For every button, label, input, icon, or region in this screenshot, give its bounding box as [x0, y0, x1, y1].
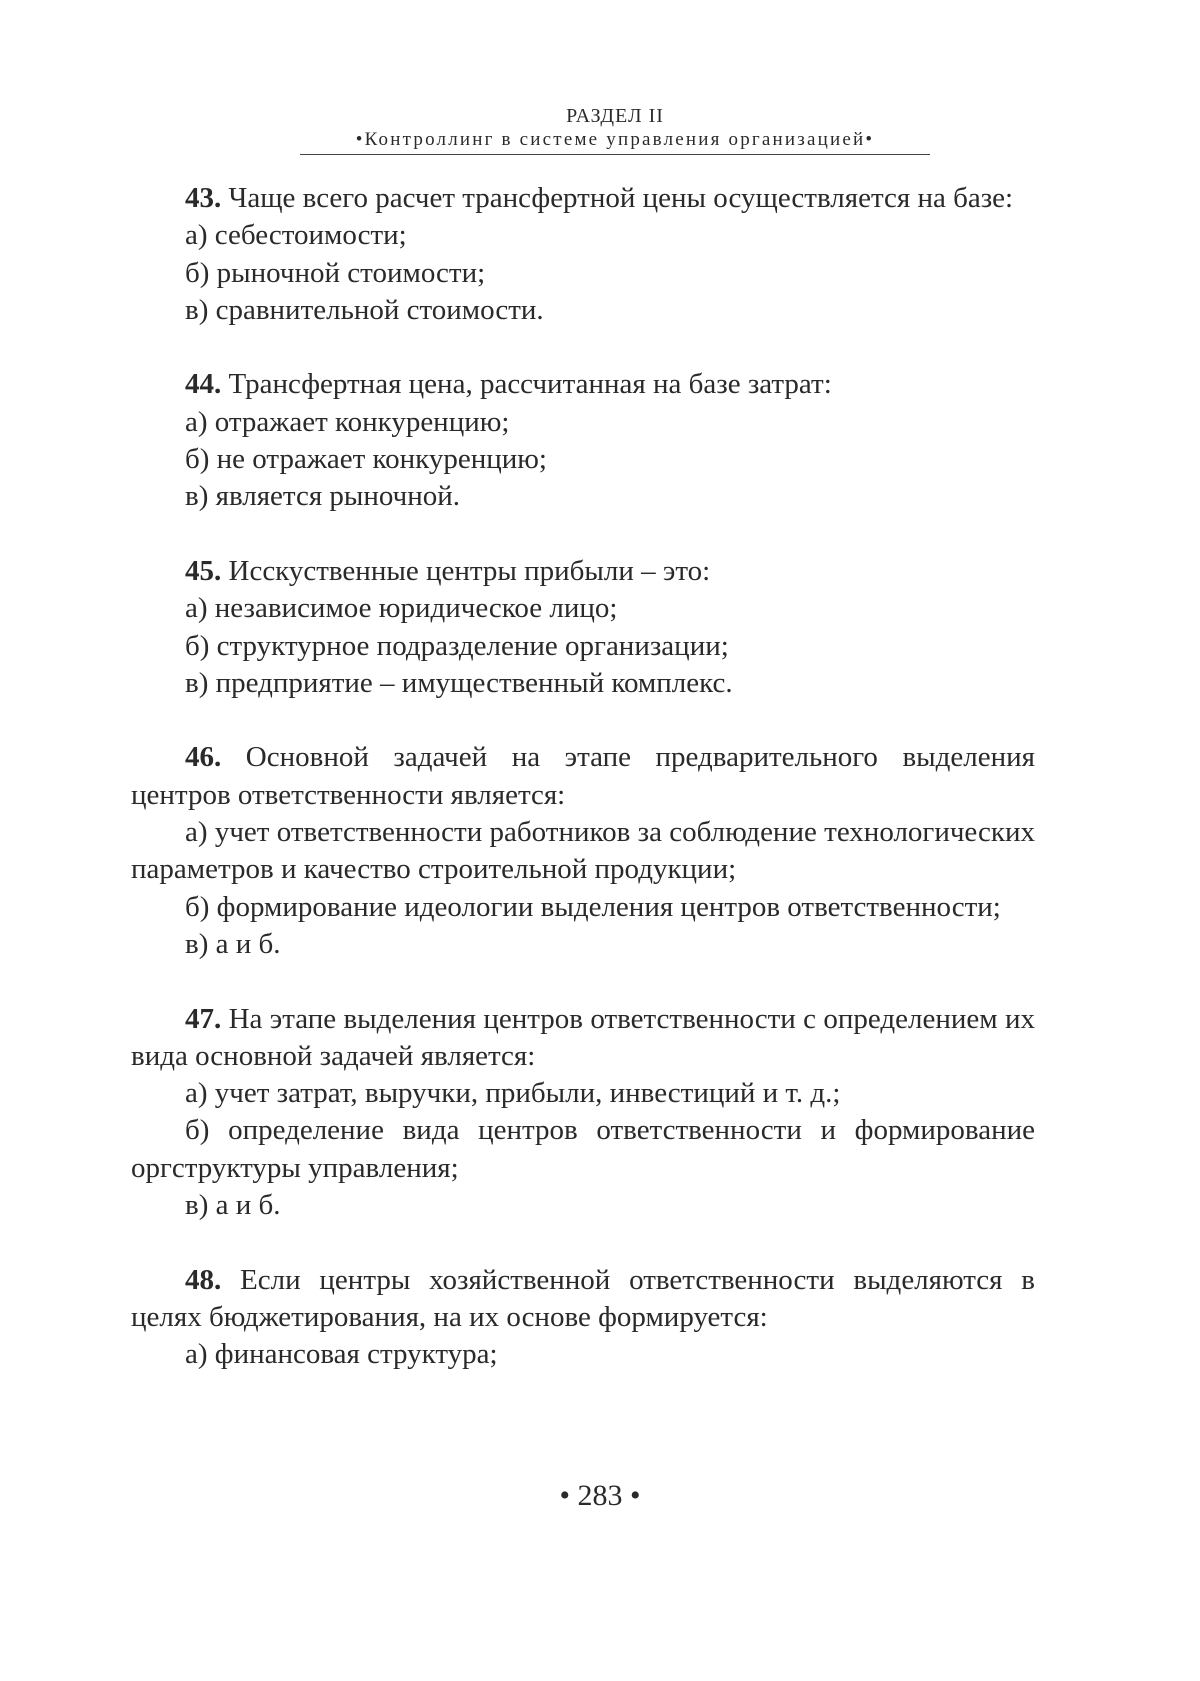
- answer-option: а) учет ответственности работников за соблюдение технологических параметров и качество строительной продукции;: [131, 816, 1035, 886]
- question-text: Чаще всего расчет трансфертной цены осуществляется на базе:: [221, 182, 1014, 214]
- answer-option: б) структурное подразделение организации;: [185, 629, 729, 662]
- question-text: Трансфертная цена, рассчитанная на базе затрат:: [221, 368, 832, 401]
- answer-option: а) финансовая структура;: [185, 1338, 498, 1371]
- question-47: [131, 1001, 1035, 1225]
- page-number: • 283 •: [559, 1479, 641, 1512]
- question-43: [131, 180, 1035, 329]
- question-text: Исскуственные центры прибыли – это:: [221, 554, 711, 587]
- section-subtitle: •Контроллинг в системе управления организацией•: [355, 129, 875, 150]
- answer-option: а) независимое юридическое лицо;: [185, 592, 618, 625]
- answer-option: в) является рыночной.: [185, 480, 461, 513]
- question-stem: [131, 1001, 1035, 1076]
- question-number: 46.: [185, 741, 222, 774]
- question-number: 47.: [185, 1002, 222, 1035]
- answer-option: б) определение вида центров ответственности и формирование оргструктуры управления;: [131, 1114, 1035, 1184]
- question-stem: [131, 180, 1035, 217]
- answer-option: б) рыночной стоимости;: [185, 256, 486, 289]
- answer-option: б) не отражает конкуренцию;: [185, 443, 547, 476]
- answer-option: а) отражает конкуренцию;: [185, 405, 510, 438]
- running-header: [300, 104, 930, 155]
- answer-option: в) а и б.: [185, 927, 281, 960]
- question-text: Если центры хозяйственной ответственности выделяются в целях бюджетирования, на их основе формируется:: [131, 1263, 1035, 1333]
- question-48: [131, 1262, 1035, 1374]
- question-number: 48.: [185, 1263, 222, 1296]
- answer-option: б) формирование идеологии выделения центров ответственности;: [185, 890, 1001, 923]
- question-stem: [131, 739, 1035, 814]
- question-stem: [131, 1262, 1035, 1337]
- question-stem: [131, 366, 1035, 403]
- question-46: [131, 739, 1035, 963]
- question-text: Основной задачей на этапе предварительного выделения центров ответственности является:: [131, 741, 1035, 811]
- answer-option: а) себестоимости;: [185, 219, 407, 252]
- answer-option: а) учет затрат, выручки, прибыли, инвестиций и т. д.;: [185, 1077, 841, 1110]
- answer-option: в) предприятие – имущественный комплекс.: [185, 666, 733, 699]
- question-45: [131, 553, 1035, 702]
- question-stem: [131, 553, 1035, 590]
- question-list: [131, 180, 1035, 1411]
- question-number: 43.: [185, 182, 222, 214]
- question-number: 45.: [185, 554, 222, 587]
- answer-option: в) сравнительной стоимости.: [185, 293, 544, 326]
- question-text: На этапе выделения центров ответственности с определением их вида основной задачей является:: [131, 1002, 1035, 1072]
- question-number: 44.: [185, 368, 222, 401]
- question-44: [131, 366, 1035, 515]
- answer-option: в) а и б.: [185, 1189, 281, 1222]
- section-title: РАЗДЕЛ II: [566, 105, 664, 127]
